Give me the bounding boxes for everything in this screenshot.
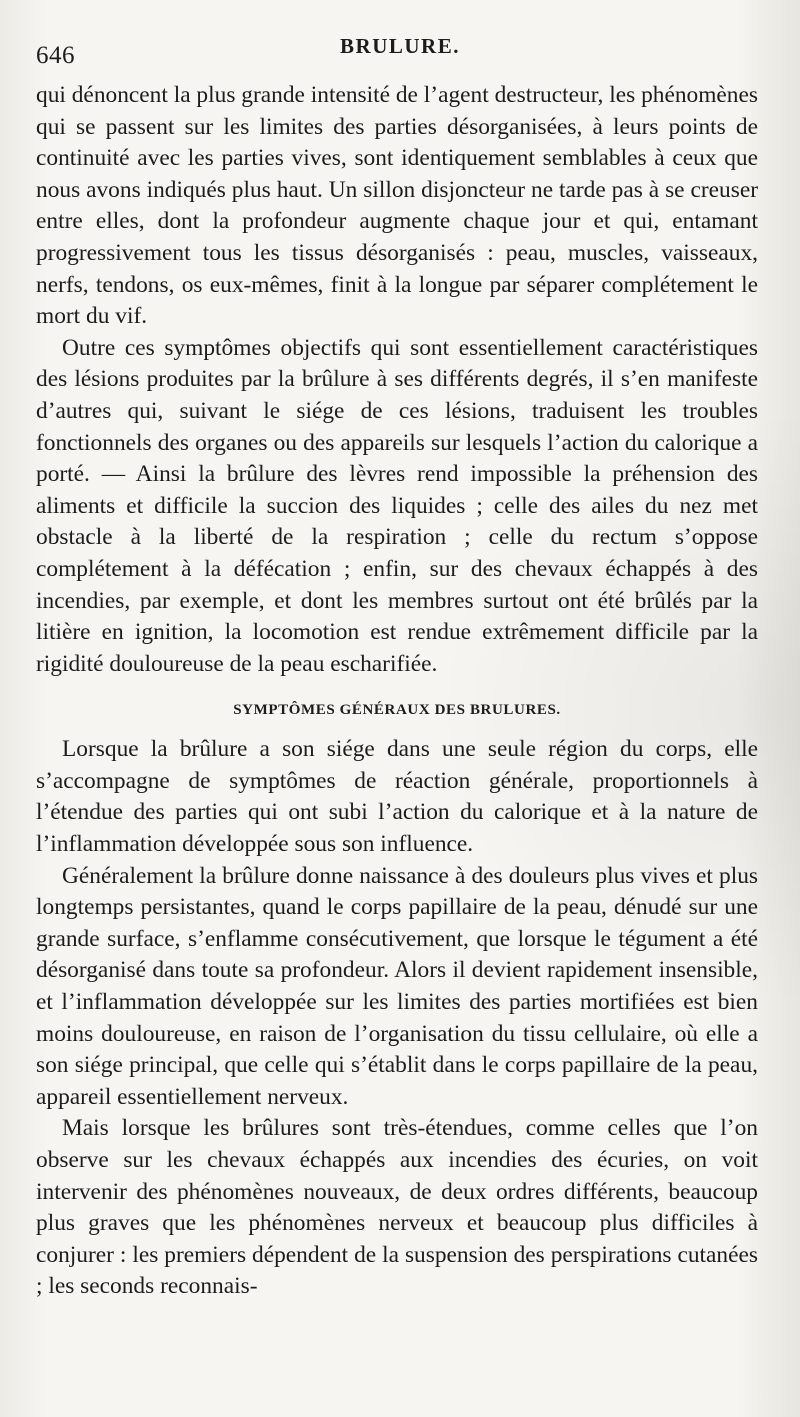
section-heading: SYMPTÔMES GÉNÉRAUX DES BRULURES. (233, 702, 561, 719)
paragraph: Généralement la brûlure donne naissance à des douleurs plus vives et plus longtemps persistantes, quand le corps papillaire de la peau, dénudé sur une grande surface, s’enflamme consécutivement, que lorsque le tégument a été désorganisé dans toute sa profondeur. Alors il devient rapidement insensible, et l’inflammation développée sur les limites des parties mortifiées est bien moins douloureuse, en raison de l’organisation du tissu cellulaire, où elle a son siége principal, que celle qui s’établit dans le corps papillaire de la peau, appareil essentiellement nerveux. (36, 862, 758, 1110)
page-number: 646 (36, 42, 75, 69)
paragraph: Lorsque la brûlure a son siége dans une seule région du corps, elle s’accompagne de symptômes de réaction générale, proportionnels à l’étendue des parties qui ont subi l’action du calorique et à la nature de l’inflammation développée sous son influence. (36, 736, 758, 858)
page-header (36, 28, 764, 68)
paragraph: Outre ces symptômes objectifs qui sont essentiellement caractéristiques des lésions produites par la brûlure à ses différents degrés, il s’en manifeste d’autres qui, suivant le siége de ces lésions, traduisent les troubles fonctionnels des organes ou des appareils sur lesquels l’action du calorique a porté. — Ainsi la brûlure des lèvres rend impossible la préhension des aliments et difficile la succion des liquides ; celle des ailes du nez met obstacle à la liberté de la respiration ; celle du rectum s’oppose complétement à la défécation ; enfin, sur des chevaux échappés à des incendies, par exemple, et dont les membres surtout ont été brûlés par la litière en ignition, la locomotion est rendue extrêmement difficile par la rigidité douloureuse de la peau escharifiée. (36, 334, 758, 677)
paragraph: Mais lorsque les brûlures sont très-étendues, comme celles que l’on observe sur les chevaux échappés aux incendies des écuries, on voit intervenir des phénomènes nouveaux, de deux ordres différents, beaucoup plus graves que les phénomènes nerveux et beaucoup plus difficiles à conjurer : les premiers dépendent de la suspension des perspirations cutanées ; les seconds reconnais- (36, 1115, 758, 1300)
body-text (36, 80, 758, 1303)
running-head: BRULURE. (340, 34, 460, 58)
paragraph: qui dénoncent la plus grande intensité de l’agent destructeur, les phénomènes qui se passent sur les limites des parties désorganisées, à leurs points de continuité avec les parties vives, sont identiquement semblables à ceux que nous avons indiqués plus haut. Un sillon disjoncteur ne tarde pas à se creuser entre elles, dont la profondeur augmente chaque jour et qui, entamant progressivement tous les tissus désorganisés : peau, muscles, vaisseaux, nerfs, tendons, os eux-mêmes, finit à la longue par séparer complétement le mort du vif. (36, 82, 758, 330)
